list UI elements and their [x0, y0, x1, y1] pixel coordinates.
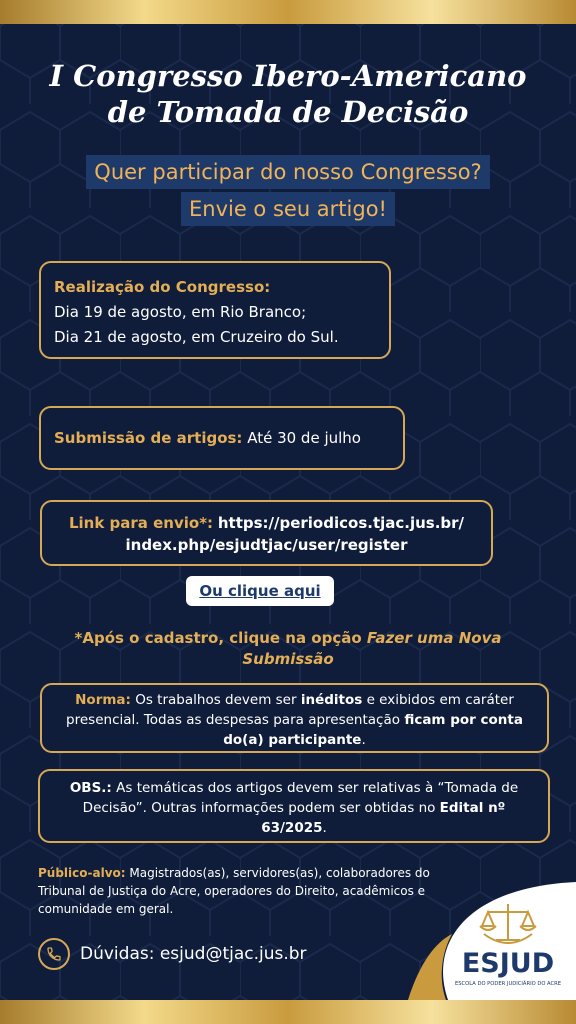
norma-text-2: e exibidos em caráter presencial. Todas as despesas para apresentação — [66, 692, 514, 728]
click-here-button[interactable]: Ou clique aqui — [186, 576, 334, 606]
page-title — [0, 58, 576, 130]
after-signup-text: *Após o cadastro, clique na opção — [74, 629, 367, 647]
submissao-box — [39, 406, 405, 470]
publico-alvo — [38, 864, 468, 918]
norma-box — [40, 683, 549, 753]
obs-edital: Edital nº 63/2025 — [261, 800, 506, 836]
link-box — [40, 500, 493, 566]
norma-label: Norma: — [75, 692, 131, 708]
contact-row — [38, 938, 307, 970]
link-url-line-1[interactable]: https://periodicos.tjac.jus.br/ — [217, 514, 465, 532]
submissao-value: Até 30 de julho — [242, 429, 361, 447]
norma-bold-1: inéditos — [300, 692, 363, 708]
realizacao-box — [39, 261, 391, 359]
cta-line-1-wrap — [0, 155, 576, 189]
obs-label: OBS.: — [69, 780, 112, 796]
title-line-1: I Congresso Ibero-Americano — [49, 59, 527, 93]
realizacao-label: Realização do Congresso: — [54, 278, 271, 296]
submissao-label: Submissão de artigos: — [54, 429, 243, 447]
logo-text: ESJUD — [461, 948, 555, 979]
obs-text-2: . — [322, 820, 327, 836]
after-signup-option: Fazer uma Nova Submissão — [242, 629, 502, 668]
after-signup-note — [40, 628, 536, 670]
publico-text: Magistrados(as), servidores(as), colaboradores do Tribunal de Justiça do Acre, operadores do Direito, acadêmicos e comunidade em geral. — [38, 866, 430, 916]
link-url-line-2[interactable]: index.php/esjudtjac/user/register — [125, 536, 408, 554]
contact-email[interactable]: Dúvidas: esjud@tjac.jus.br — [80, 944, 307, 964]
esjud-logo — [408, 882, 576, 1000]
link-label: Link para envio*: — [68, 514, 214, 532]
realizacao-line-2: Dia 21 de agosto, em Cruzeiro do Sul. — [54, 328, 339, 346]
title-line-2: de Tomada de Decisão — [107, 95, 469, 129]
cta-line-2-wrap — [0, 192, 576, 226]
obs-text-1: As temáticas dos artigos devem ser relativas à “Tomada de Decisão”. Outras informações podem ser obtidas no — [82, 780, 519, 816]
realizacao-line-1: Dia 19 de agosto, em Rio Branco; — [54, 303, 307, 321]
cta-line-2: Envie o seu artigo! — [181, 192, 395, 226]
obs-box — [38, 769, 550, 843]
norma-text-1: Os trabalhos devem ser — [130, 692, 301, 708]
logo-subtitle: ESCOLA DO PODER JUDICIÁRIO DO ACRE — [454, 981, 562, 987]
norma-text-3: . — [361, 732, 366, 748]
norma-bold-2: ficam por conta do(a) participante — [223, 712, 523, 748]
cta-line-1: Quer participar do nosso Congresso? — [86, 155, 489, 189]
publico-label: Público-alvo: — [38, 866, 126, 880]
phone-icon — [38, 938, 70, 970]
